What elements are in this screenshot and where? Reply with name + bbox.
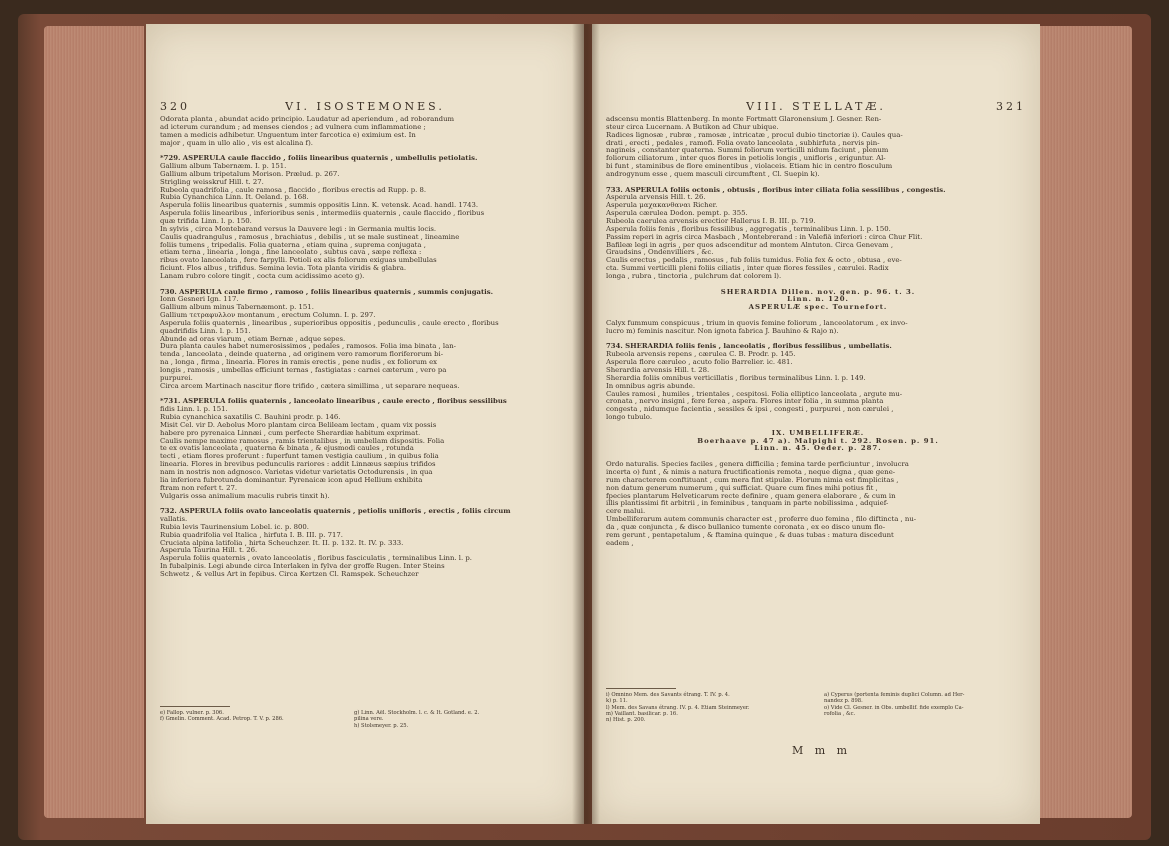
text-line: eadem , [606, 539, 634, 547]
text-line: Asperula flore cæruleo , acuto folio Barrelier. ic. 481. [606, 359, 793, 367]
text-line: Rubeola quadrifolia , caule ramosa , flaccido , floribus erectis ad Rupp. p. 8. [160, 186, 427, 194]
text-line: In sylvis , circa Montebarand versus la Dauvere legi : in Germania multis locis. [160, 225, 437, 233]
text-line: Lanam rubro colore tingit , cocta cum acidissimo aceto g). [160, 272, 365, 280]
text-line [606, 281, 1030, 289]
text-line: Rubia Cynanchica Linn. It. Oeland. p. 168. [160, 194, 309, 202]
text-line: ftram non refert t. 27. [160, 484, 238, 492]
footnote: o) Vide Cl. Gesner. in Obs. umbellif. fide exemplo Ca- [824, 704, 964, 711]
text-line: Asperula foliis linearibus , inferioribus senis , intermediis quaternis , caule flaccido , floribus [160, 210, 485, 218]
text-line: na , longa , firma , linearia. Flores in ramis erectis , pene nudis , ex foliorum ex [160, 359, 438, 367]
text-line: rem gerunt , pentapetalum , & ftamina quinque , & duas tubas : matura discedunt [606, 531, 894, 539]
left-footnotes-col2 [354, 710, 479, 729]
text-line: Asperula μαχακανθαναι Richer. [606, 202, 718, 210]
text-line: cere malui. [606, 508, 646, 516]
text-line: Ordo naturalis. Species faciles , genera difficilia ; femina tarde perficiuntur , involucra [606, 461, 909, 469]
text-line [606, 422, 1030, 430]
text-line: Linn. n. 120. [787, 296, 849, 304]
text-line: Ionn Gesneri Ign. 117. [160, 296, 239, 304]
text-line: Umbelliferarum autem communis character est , proferre duo femina , filo diftincta , nu- [606, 516, 917, 524]
footnote: pilina vere. [354, 716, 384, 723]
text-line: Caulis erectus , pedalis , ramosus , fub foliis tumidus. Folia fex & octo , obtusa , eve- [606, 257, 902, 265]
text-line: cta. Summi verticilli pleni foliis ciliatis , inter quæ flores fessiles , cærulei. Radix [606, 265, 889, 273]
text-line: Boerhaave p. 47 a). Malpighi t. 292. Rosen. p. 91. [697, 437, 939, 445]
text-line: Passim reperi in agris circa Masbach , Montebrerand : in Valefiâ inferiori : circa Chur Flit. [606, 233, 923, 241]
text-line: Rubeola arvensis repens , cærulea C. B. Prodr. p. 145. [606, 351, 796, 359]
right-page-edges [1040, 26, 1132, 818]
text-line: quæ trifida Linn. l. p. 150. [160, 217, 252, 225]
text-line: longo tubulo. [606, 414, 653, 422]
text-line: Gallium τετραφυλλον montanum , erectum Column. I. p. 297. [160, 312, 376, 320]
text-line: major , quam in ullo alio , vis est alcalina f). [160, 139, 313, 147]
footnote: f) Gmelin. Comment. Acad. Petrop. T. V. p. 286. [160, 716, 284, 723]
footnote: k) p. 11. [606, 698, 628, 705]
text-line: lia inferiora fubrotunda dominantur. Pyrenaicæ icon apud Hellium exhibita [160, 476, 423, 484]
left-footnote-rule [160, 706, 230, 707]
text-line: tenda , lanceolata , deinde quaterna , ad originem vero ramorum floriferorum bi- [160, 351, 444, 359]
text-line: 732. ASPERULA foliis ovato lanceolatis quaternis , petiolis unifloris , erectis , foliis circum [160, 508, 511, 516]
text-line [606, 453, 1030, 461]
text-line: Vulgaris ossa animalium maculis rubris tinxit h). [160, 492, 330, 500]
text-line: purpurei. [160, 374, 193, 382]
left-page-number: 320 [160, 100, 190, 113]
text-line: linearia. Flores in brevibus pedunculis rariores : addit Linnæus sæpius trifidos [160, 461, 436, 469]
text-line: bi funt , staminibus de flore eminentibus , violaceis. Etiam hic in centro flosculum [606, 163, 893, 171]
text-line: Caulis nempe maxime ramosus , ramis trientalibus , in umbellam dispositis. Folia [160, 437, 445, 445]
text-line: In omnibus agris abunde. [606, 382, 696, 390]
text-line: da , quæ conjuncta , & disco bullanico tumente coronata , ex eo disco unum flo- [606, 523, 886, 531]
text-line: longis , ramosis , umbellas efficiunt ternas , fastigiatas : carnei cæterum , vero pa [160, 367, 447, 374]
text-line: Gallium album Tabernæm. I. p. 151. [160, 163, 287, 171]
text-line: Asperula foliis linearibus quaternis , summis oppositis Linn. K. vetensk. Acad. handl. 1743. [160, 202, 479, 210]
text-line: 730. ASPERULA caule firmo , ramoso , foliis linearibus quaternis , summis conjugatis. [160, 288, 494, 296]
text-line: Circa arcem Martinach nascitur flore trifido , cætera simillima , ut separare nequeas. [160, 382, 460, 390]
text-line: foliis tumens , tripedalis. Folia quaterna , etiam quina , suprema conjugata , [160, 241, 426, 249]
footnote: rofolia , &c. [824, 710, 856, 717]
text-line: Rubia levis Taurinensium Lobel. ic. p. 800. [160, 523, 309, 531]
left-running-title: VI. ISOSTEMONES. [285, 100, 445, 113]
text-line: Misit Cel. vir D. Aebolus Moro plantam circa Belileam lectam , quam vix possis [160, 421, 437, 429]
footnote: a) Cyperus (portenta feminis duplici Column. ad Her- [824, 692, 965, 698]
signature-mark: M m m [792, 744, 852, 757]
text-line [160, 391, 578, 399]
text-line [160, 147, 578, 155]
text-line: androgynum esse , quem masculi circumftent , Cl. Suepin k). [606, 170, 820, 178]
text-line: tamen a medicis adhibetur. Unguentum inter farcotica e) eximium est. In [160, 131, 416, 139]
text-line: cronata , nervo insigni , fere ferea , aspera. Flores inter folia , in summa planta [606, 398, 884, 406]
text-line: Rubeola caerulea arvensis erectior Hallerus I. B. III. p. 719. [606, 217, 816, 225]
text-line: 734. SHERARDIA foliis fenis , lanceolatis , floribus fessilibus , umbellatis. [606, 343, 892, 351]
footnote: g) Linn. Aël. Stockholm. l. c. & It. Gotland. e. 2. [354, 710, 480, 716]
text-line: Dura planta caules habet numerosissimos , pedales , ramosos. Folia ima binata , lan- [160, 343, 456, 351]
text-line: adscensu montis Blattenberg. In monte Fortmatt Glaronensium J. Gesner. Ren- [606, 116, 882, 123]
text-line: Caules ramosi , humiles , trientales , cespitosi. Folia elliptico lanceolata , argute mu- [606, 390, 903, 398]
text-line: Asperula foliis fenis , floribus fessilibus , aggregatis , terminalibus Linn. l. p. 150. [606, 225, 891, 233]
text-line: etiam terna , linearia , longa , fine lanceolato , subtus cava , sæpe reflexa : [160, 249, 422, 257]
text-line: SHERARDIA Dillen. nov. gen. p. 96. t. 3. [720, 288, 916, 296]
footnote: m) Vaillant. basilicar. p. 16. [606, 710, 678, 717]
right-page-number: 321 [996, 100, 1026, 113]
footnote: h) Stolsmeyer. p. 25. [354, 722, 409, 729]
text-line: Graudsins , Ondenvilliers , &c. [606, 249, 714, 257]
text-line [160, 281, 578, 289]
text-line: Rubia quadrifolia vel Italica , hirfuta I. B. III. p. 717. [160, 531, 343, 539]
text-line: Caulis quadrangulus , ramosus , brachiatus , debilis , ut se male sustineat , lineamine [160, 233, 460, 241]
text-line: Rubia cynanchica saxatilis C. Bauhini prodr. p. 146. [160, 414, 341, 422]
text-line: Calyx fummum conspicuus , trium in quovis femine foliorum , lanceolatorum , ex invo- [606, 319, 908, 327]
text-line: congesta , nidumque facientia , sessiles & ipsi , congesti , purpurei , non cærulei , [606, 406, 894, 414]
right-footnotes-col1 [606, 692, 750, 723]
text-line: quadrifidis Linn. l. p. 151. [160, 327, 251, 335]
text-line [606, 336, 1030, 344]
text-line: Asperula arvensis Hill. t. 26. [606, 194, 706, 202]
text-line: non datum generum numerum , qui sufficiat. Quare cum fines mihi potius fit , [606, 484, 878, 492]
text-line: te ex ovatis lanceolata , quaterna & binata , & ejusmodi caules , rotunda [160, 445, 414, 453]
text-line: ribus ovato lanceolata , fere farpylli. Petioli ex alis foliorum exiguas umbellulas [160, 257, 437, 265]
text-line: Abunde ad oras viarum , etiam Bernæ , adque sepes. [160, 335, 346, 343]
text-line: fidis Linn. l. p. 151. [160, 406, 228, 414]
text-line: illis plantissimi fit arbitrii , in feminibus , tanquam in parte nobilissima , adquief- [606, 500, 889, 508]
text-line: *731. ASPERULA foliis quaternis , lanceolato linearibus , caule erecto , floribus sessilibus [160, 398, 507, 406]
text-line: longa , rubra , tinctoria , pulchrum dat colorem l). [606, 272, 782, 280]
text-line: Odorata planta , abundat acido principio. Laudatur ad aperiendum , ad roborandum [160, 116, 455, 123]
text-line: drati , erecti , pedales , ramofi. Folia ovato lanceolata , subhirfuta , nervis pin- [606, 139, 880, 147]
text-line: vallatis. [160, 516, 188, 524]
text-line: fpecies plantarum Helveticarum recte definire , quam genera elaborare , & cum in [606, 492, 896, 500]
right-body-text [606, 116, 1030, 547]
text-line: Gallium album minus Tabernæmont. p. 151. [160, 304, 314, 312]
text-line: Strigling weisskruf Hill. t. 27. [160, 178, 264, 186]
text-line [606, 312, 1030, 320]
footnote: i) Omnino Mem. des Savants étrang. T. IV. p. 4. [606, 692, 730, 698]
footnote: e) Fallop. vulner. p. 306. [160, 710, 224, 716]
text-line: Cruciata alpina latifolia , hirta Scheuchzer. It. II. p. 132. It. IV. p. 333. [160, 539, 404, 547]
text-line: tecti , etiam flores proferunt : fuperfunt tamen vestigia caulium , in quibus folia [160, 453, 439, 461]
right-running-title: VIII. STELLATÆ. [746, 100, 886, 113]
text-line: 733. ASPERULA foliis octonis , obtusis , floribus inter ciliata folia sessilibus , congestis. [606, 186, 946, 194]
text-line: Sherardia arvensis Hill. t. 28. [606, 367, 710, 374]
book-gutter [572, 24, 600, 824]
text-line: rum characterem conftituant , cum mera fint stipulæ. Florum nimia est fimplicitas , [606, 476, 899, 484]
text-line: nam in nostris non adgnosco. Varietas videtur varietatis Octodurensis , in qua [160, 468, 433, 476]
text-line: *729. ASPERULA caule flaccido , foliis linearibus quaternis , umbellulis petiolatis. [160, 155, 478, 163]
text-line [160, 500, 578, 508]
text-line: Linn. n. 45. Oeder. p. 287. [754, 445, 882, 453]
right-page [592, 24, 1040, 824]
text-line [606, 179, 1030, 187]
text-line: Bafileæ legi in agris , per quos adscenditur ad montem Alntuton. Circa Genevam , [606, 241, 894, 249]
left-page [146, 24, 584, 824]
left-body-text [160, 116, 578, 579]
text-line: habere pro pyrenaica Linnæi , cum perfecte Sherardiæ habitum exprimat. [160, 429, 421, 437]
left-footnotes-col1 [160, 710, 284, 723]
text-line: Radices lignosæ , rubræ , ramosæ , intricatæ , procul dubio tinctoriæ i). Caules qua- [606, 131, 903, 139]
text-line: lucro m) feminis nascitur. Non ignota fabrica J. Bauhino & Rajo n). [606, 327, 839, 335]
text-line: Schwetz , & vellus Art in fepibus. Circa Kertzen Cl. Ramspek. Scheuchzer [160, 570, 419, 578]
text-line: Asperula foliis quaternis , ovato lanceolatis , floribus fasciculatis , terminalibus Linn. l. p. [160, 555, 472, 563]
text-line: incerta o) funt , & nimis a natura fructificationis remota , neque digna , quæ gene- [606, 468, 896, 476]
left-page-edges [44, 26, 144, 818]
text-line: nagineis , constanter quaterna. Summi foliorum verticilli nidum faciunt , plenum [606, 147, 889, 155]
text-line: ASPERULÆ spec. Tournefort. [748, 304, 888, 312]
text-line: In fubalpinis. Legi abunde circa Interlaken in fylva der groffe Rugen. Inter Steins [160, 563, 445, 571]
text-line: Gallium album tripetalum Morison. Prælud. p. 267. [160, 170, 340, 178]
text-line: Sherardia foliis omnibus verticillatis , floribus terminalibus Linn. l. p. 149. [606, 374, 866, 382]
right-footnotes-col2 [824, 692, 964, 717]
text-line: ad icterum curandum ; ad menses ciendos ; ad vulnera cum inflammatione ; [160, 123, 426, 131]
text-line: Asperula foliis quaternis , linearibus , superioribus oppositis , pedunculis , caule erecto , floribus [160, 319, 499, 327]
text-line: IX. UMBELLIFERÆ. [771, 429, 865, 437]
footnote: l) Mem. des Savans étrang. IV. p. 4. Etiam Steinmeyer. [606, 704, 750, 711]
footnote: n) Hist. p. 200. [606, 717, 646, 724]
right-footnote-rule [606, 688, 676, 689]
text-line: Asperula Taurina Hill. t. 26. [160, 547, 258, 555]
footnote: nandez p. 898. [824, 698, 863, 705]
text-line: foliorum ciliatorum , inter quos flores in petiolis longis , unifloris , eriguntur. Al- [606, 155, 886, 163]
text-line: steur circa Lucernam. A Butikon ad Chur ubique. [606, 123, 779, 131]
text-line: Asperula cærulea Dodon. pempt. p. 355. [606, 210, 748, 218]
text-line: ficiunt. Flos albus , trifidus. Semina levia. Tota planta viridis & glabra. [160, 265, 407, 273]
